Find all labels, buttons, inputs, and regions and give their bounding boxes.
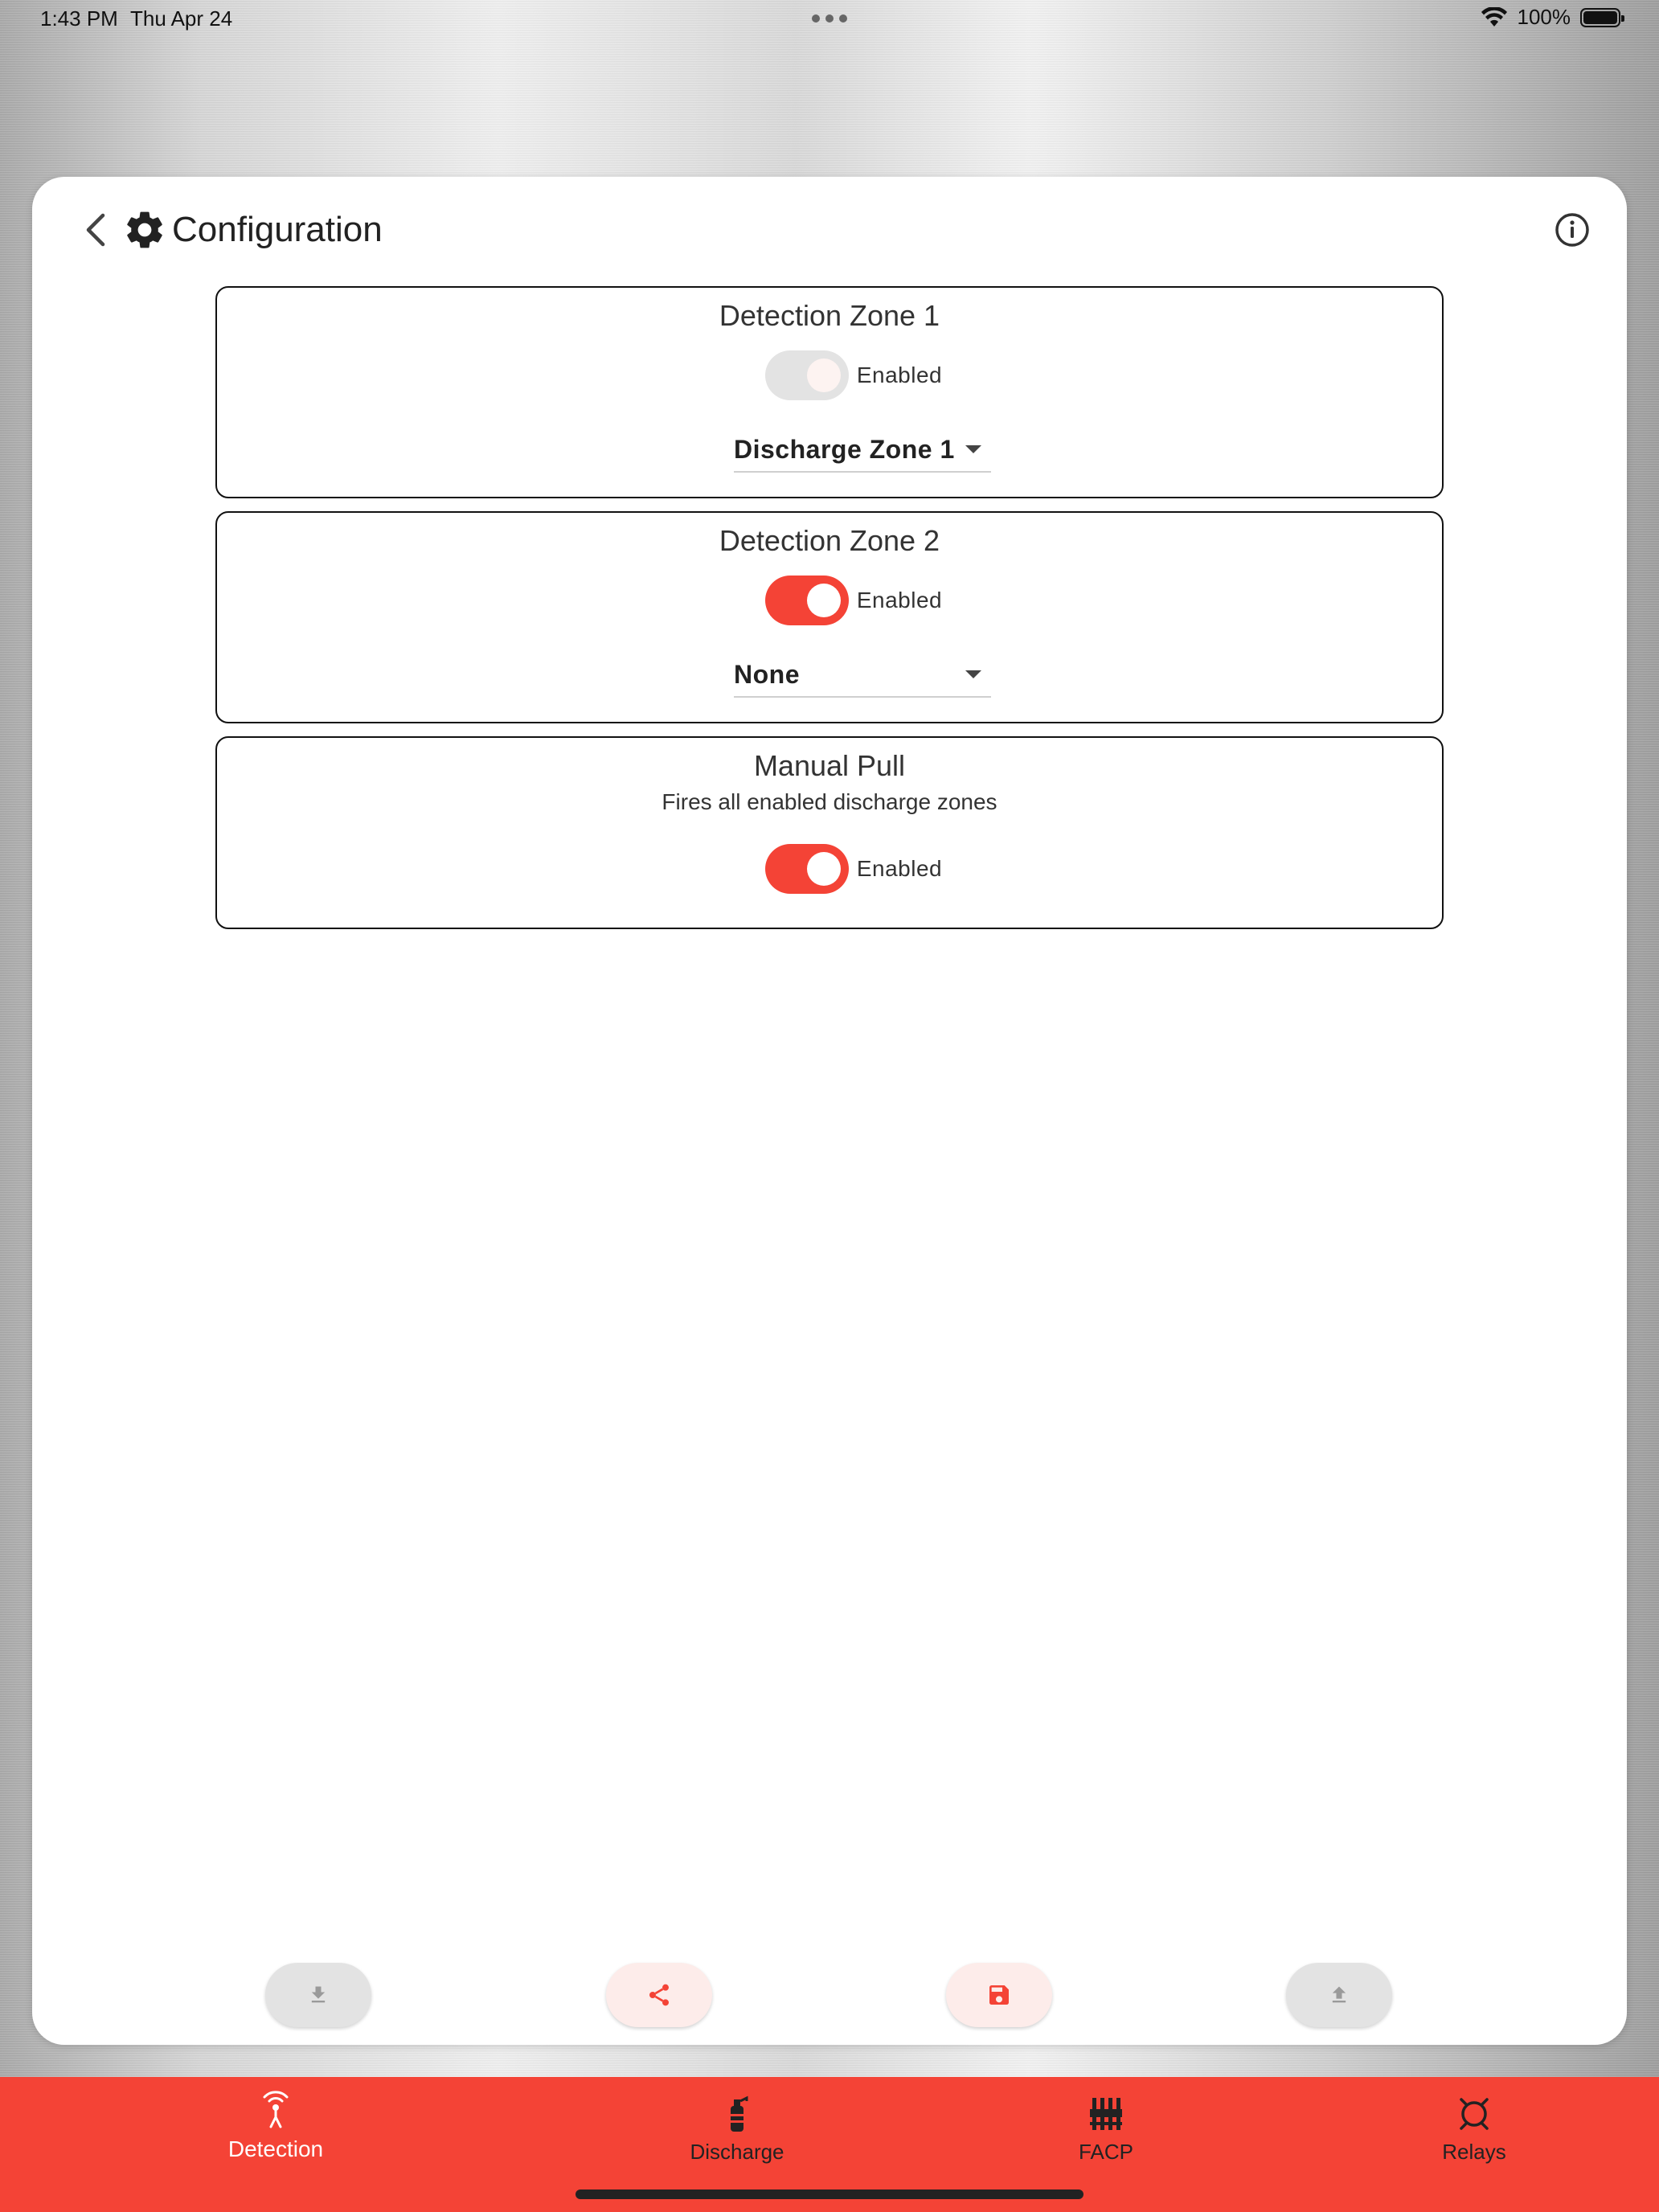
toggle-label: Enabled [856, 856, 943, 881]
gear-icon [122, 207, 167, 252]
caret-down-icon [965, 670, 981, 678]
download-icon [307, 1984, 330, 2006]
nav-label: Relays [1442, 2140, 1506, 2164]
header [32, 177, 1627, 281]
nav-label: Discharge [690, 2140, 784, 2164]
share-button[interactable] [606, 1963, 712, 2027]
facp-icon [1085, 2093, 1127, 2135]
manual-pull-title: Manual Pull [753, 749, 906, 782]
battery-icon [1580, 8, 1620, 27]
upload-icon [1328, 1984, 1350, 2006]
status-date: Thu Apr 24 [130, 6, 233, 31]
extinguisher-icon [716, 2093, 758, 2135]
battery-percent: 100% [1517, 5, 1571, 29]
nav-item-facp[interactable] [1018, 2093, 1194, 2165]
main-card [32, 177, 1627, 2045]
manual-pull-panel [215, 736, 1444, 929]
info-icon[interactable] [1551, 209, 1593, 251]
manual-pull-subtitle: Fires all enabled discharge zones [662, 789, 997, 814]
toggle-label: Enabled [856, 363, 943, 387]
nav-item-discharge[interactable] [649, 2093, 825, 2165]
back-button[interactable] [71, 206, 119, 254]
zone-2-toggle-row [217, 576, 1442, 625]
wifi-icon [1481, 7, 1508, 28]
nav-label: Detection [227, 2136, 324, 2161]
status-bar [0, 0, 1659, 39]
zone-1-enabled-toggle[interactable] [765, 350, 849, 400]
manual-pull-enabled-toggle[interactable] [765, 844, 849, 894]
detection-icon [255, 2090, 297, 2132]
zone-1-toggle-row [217, 350, 1442, 400]
manual-pull-toggle-row [217, 844, 1442, 894]
relay-icon [1453, 2093, 1495, 2135]
zone-2-enabled-toggle[interactable] [765, 576, 849, 625]
zone-title: Detection Zone 1 [719, 299, 940, 332]
dropdown-value: Discharge Zone 1 [734, 434, 955, 464]
chevron-left-icon [80, 212, 109, 248]
nav-item-detection[interactable] [187, 2090, 364, 2162]
upload-button[interactable] [1286, 1963, 1392, 2027]
dropdown-value: None [734, 659, 800, 689]
status-time: 1:43 PM [40, 6, 118, 31]
detection-zone-2-panel [215, 511, 1444, 723]
zone-title: Detection Zone 2 [719, 524, 940, 557]
zone-1-discharge-dropdown[interactable] [734, 428, 991, 473]
detection-zone-1-panel [215, 286, 1444, 498]
save-icon [986, 1982, 1012, 2008]
home-indicator [576, 2189, 1083, 2199]
share-icon [646, 1982, 672, 2008]
toggle-label: Enabled [856, 588, 943, 612]
nav-label: FACP [1079, 2140, 1133, 2164]
caret-down-icon [965, 445, 981, 453]
page-title: Configuration [172, 210, 383, 249]
download-button[interactable] [265, 1963, 371, 2027]
multitasking-dots-icon[interactable] [812, 14, 847, 23]
status-right [1481, 5, 1621, 30]
save-button[interactable] [946, 1963, 1052, 2027]
nav-item-relays[interactable] [1386, 2093, 1563, 2165]
zone-2-discharge-dropdown[interactable] [734, 653, 991, 698]
